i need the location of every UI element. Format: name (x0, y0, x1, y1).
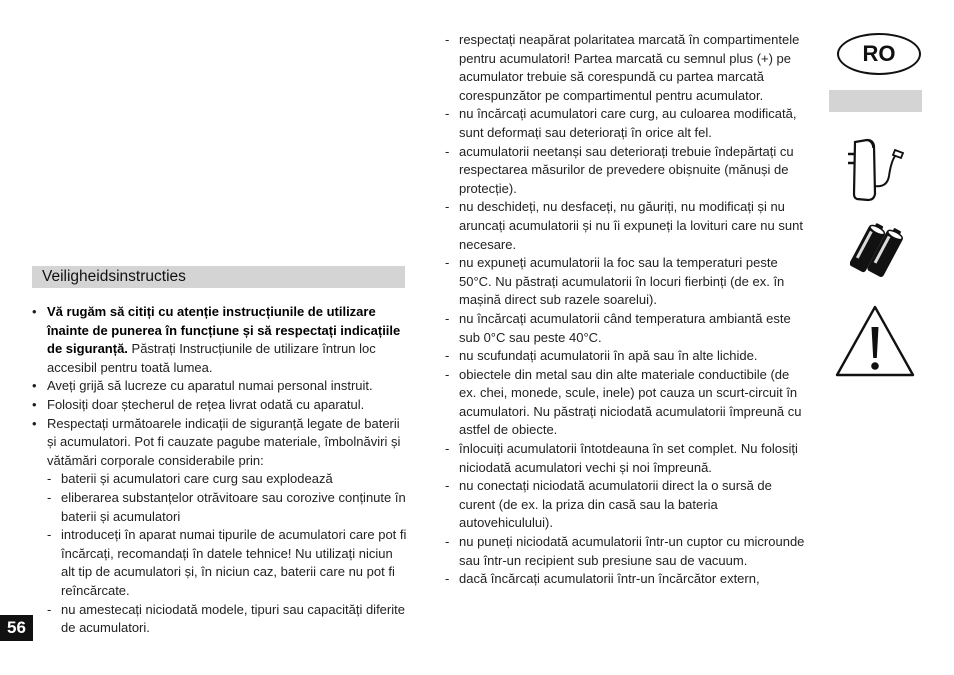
precaution-item: - nu conectați niciodată acumulatorii direct la o sursă de curent (de ex. la priza din casă sau la bateria autovehiculului). (445, 477, 807, 533)
precaution-item: - nu încărcați acumulatori care curg, au culoarea modificată, sunt deformați sau deteriorați în orice alt fel. (445, 105, 807, 142)
batteries-icon (850, 219, 906, 285)
safety-bullet-list (32, 303, 410, 638)
battery-sub-list (47, 470, 410, 637)
precaution-item: - dacă încărcați acumulatorii într-un încărcător extern, (445, 570, 807, 589)
warning-icon (833, 303, 917, 379)
charger-icon (843, 136, 907, 208)
language-badge: RO (837, 33, 921, 75)
precaution-item: - obiectele din metal sau din alte materiale conductibile (de ex. chei, monede, scule, inele) pot cauza un scurt-circuit în acumulatori. Nu păstrați niciodată acumulatorii împreună cu astfel de obiecte. (445, 366, 807, 440)
battery-precautions-list (445, 31, 807, 589)
left-column (32, 303, 410, 638)
bullet-text: Păstrați Instrucțiunile de utilizare întrun loc accesibil pentru toată lumea. (47, 341, 376, 375)
right-column (445, 31, 807, 589)
bullet-item (32, 415, 410, 638)
bullet-text: Folosiți doar ștecherul de rețea livrat odată cu aparatul. (47, 396, 365, 412)
precaution-item: - nu încărcați acumulatorii când temperatura ambiantă este sub 0°C sau peste 40°C. (445, 310, 807, 347)
sub-item: - introduceți în aparat numai tipurile de acumulatori care pot fi încărcați, recomandați în datele tehnice! Nu utilizați niciun alt tip de acumulatori și, în niciun caz, baterii care nu pot fi reîncărcate. (47, 526, 410, 600)
page-number: 56 (0, 615, 33, 641)
sub-item: - nu amestecați niciodată modele, tipuri sau capacități diferite de acumulatori. (47, 601, 410, 638)
precaution-item: - nu deschideți, nu desfaceți, nu găuriți, nu modificați și nu aruncați acumulatorii și nu îi expuneți la lovituri care nu sunt necesare. (445, 198, 807, 254)
sub-item: - eliberarea substanțelor otrăvitoare sau corozive conținute în baterii și acumulatori (47, 489, 410, 526)
bullet-bold-text: Vă rugăm să citiți cu atenție instrucțiunile de utilizare înainte de punerea în funcțiune și să respectați indicațiile de siguranță. (47, 304, 401, 357)
precaution-item: - nu scufundați acumulatorii în apă sau în alte lichide. (445, 347, 807, 366)
section-title: Veiligheidsinstructies (32, 266, 405, 288)
bullet-text: Respectați următoarele indicații de siguranță legate de baterii și acumulatori. Pot fi cauzate pagube materiale, îmbolnăviri și vătămări corporale considerabile prin: (47, 415, 401, 468)
precaution-item: - acumulatorii neetanși sau deteriorați trebuie îndepărtați cu respectarea măsurilor de prevedere obișnuite (mănuși de protecție). (445, 143, 807, 199)
precaution-item: - nu puneți niciodată acumulatorii într-un cuptor cu microunde sau într-un recipient sub presiune sau de vacuum. (445, 533, 807, 570)
precaution-item: - înlocuiți acumulatorii întotdeauna în set complet. Nu folosiți niciodată acumulatori vechi și noi împreună. (445, 440, 807, 477)
bullet-item (32, 303, 410, 377)
bullet-item (32, 396, 410, 415)
precaution-item: - respectați neapărat polaritatea marcată în compartimentele pentru acumulatori! Partea marcată cu semnul plus (+) pe acumulator trebuie să corespundă cu partea marcată corespunzător pe compartimentul pentru acumulator. (445, 31, 807, 105)
precaution-item: - nu expuneți acumulatorii la foc sau la temperaturi peste 50°C. Nu păstrați acumulatorii în locuri fierbinți (de ex. în mașină direct sub razele soarelui). (445, 254, 807, 310)
bullet-text: Aveți grijă să lucreze cu aparatul numai personal instruit. (47, 378, 373, 394)
section-marker-bar (829, 90, 922, 112)
sub-item: - baterii și acumulatori care curg sau explodează (47, 470, 410, 489)
bullet-item (32, 377, 410, 396)
